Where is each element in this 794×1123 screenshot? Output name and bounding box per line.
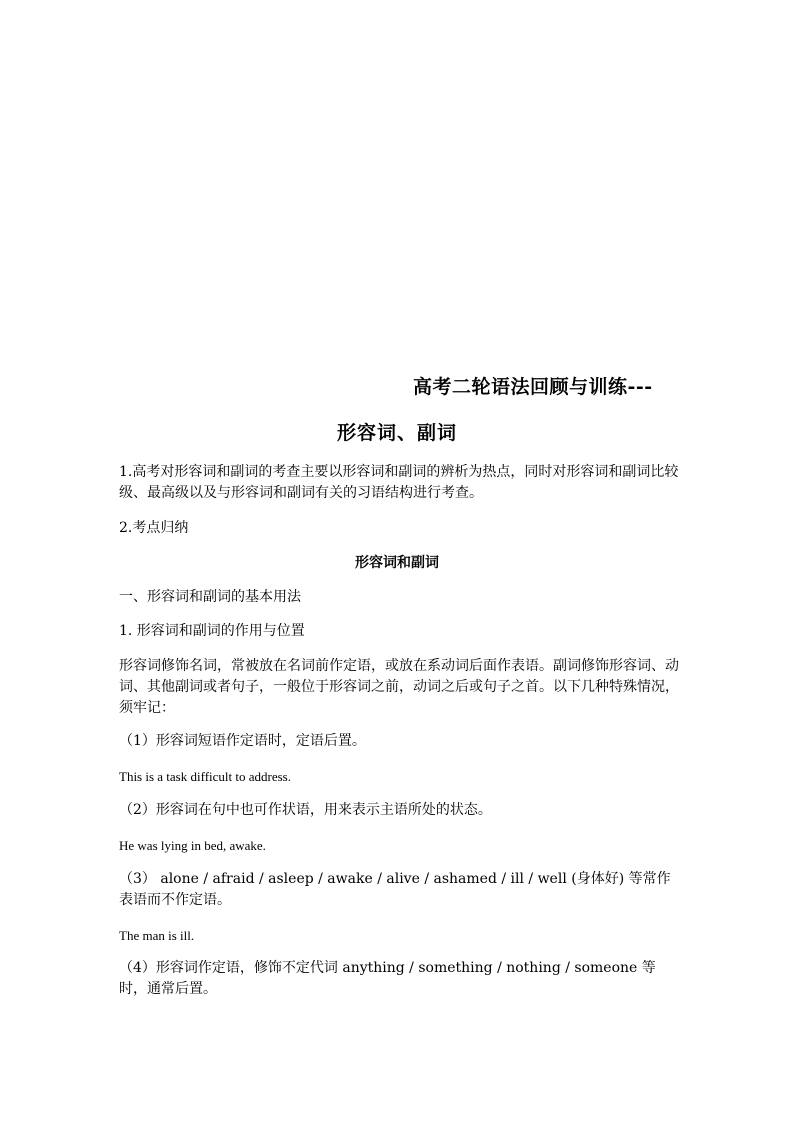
summary-heading: 2.考点归纳 — [119, 520, 189, 536]
section-title: 形容词和副词 — [355, 555, 439, 571]
rule-3: （3） alone / afraid / asleep / awake / alive / ashamed / ill / well (身体好) 等常作表语而不作定语。 — [119, 871, 671, 908]
example-1: This is a task difficult to address. — [119, 769, 291, 784]
rule-2: （2）形容词在句中也可作状语，用来表示主语所处的状态。 — [119, 802, 492, 818]
intro-paragraph: 1.高考对形容词和副词的考查主要以形容词和副词的辨析为热点，同时对形容词和副词比较级、最高级以及与形容词和副词有关的习语结构进行考查。 — [119, 464, 679, 501]
document-title-line1: 高考二轮语法回顾与训练--- — [413, 376, 653, 398]
rule-1: （1）形容词短语作定语时，定语后置。 — [119, 733, 366, 749]
example-3: The man is ill. — [119, 928, 195, 943]
heading-basic-usage: 一、形容词和副词的基本用法 — [119, 589, 301, 605]
explanation-paragraph: 形容词修饰名词，常被放在名词前作定语，或放在系动词后面作表语。副词修饰形容词、动词、其他副词或者句子，一般位于形容词之前，动词之后或句子之首。以下几种特殊情况，须牢记： — [119, 658, 679, 716]
example-2: He was lying in bed, awake. — [119, 838, 266, 853]
rule-4: （4）形容词作定语，修饰不定代词 anything / something / nothing / someone 等时，通常后置。 — [119, 960, 656, 997]
heading-function-position: 1. 形容词和副词的作用与位置 — [119, 623, 305, 639]
document-title-line2: 形容词、副词 — [336, 422, 457, 444]
